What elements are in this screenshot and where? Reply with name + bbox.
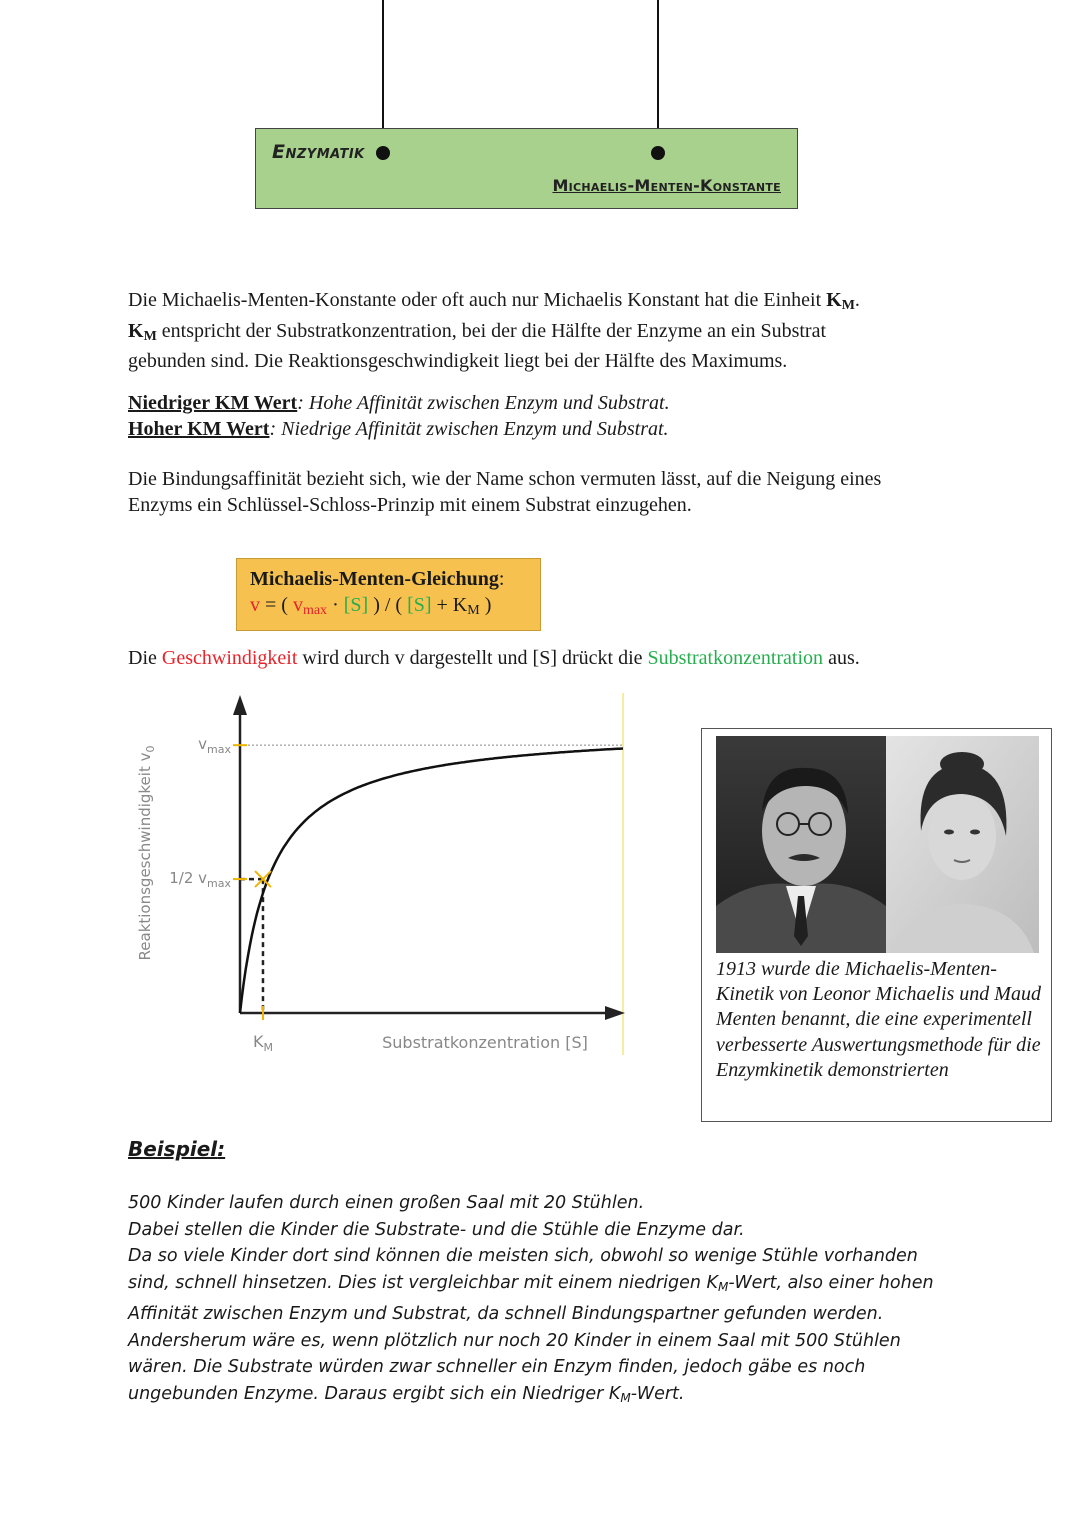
intro-paragraph: Die Michaelis-Menten-Konstante oder oft auch nur Michaelis Konstant hat die Einheit $K_M$. $K_M$ entspricht der Substratkonzentration, bei der die Hälfte der Enzyme an ein Substrat gebunden sind. Die Reaktionsgeschwindigkeit liegt bei der Hälfte des Maximums. — [128, 289, 860, 372]
high-km-label: Hoher KM Wert — [128, 417, 270, 440]
historical-photo-box — [701, 728, 1052, 1122]
formula-title: Michaelis-Menten-Gleichung: — [250, 568, 505, 590]
ytick-vmax: $v_{max}$ — [198, 735, 231, 757]
connector-dot-left — [376, 146, 390, 160]
km-symbol: $K_M$ — [128, 319, 157, 344]
topic-header — [255, 128, 798, 209]
y-axis-arrow — [233, 695, 247, 715]
ytick-half-vmax: 1/2 $v_{max}$ — [169, 869, 231, 891]
formula-box — [236, 558, 541, 631]
woman-hair-bun — [940, 752, 984, 776]
portrait-photo — [716, 736, 1039, 953]
topic-title: Enzymatik — [272, 141, 365, 163]
substrate-word: Substratkonzentration — [647, 647, 824, 669]
subtopic-title: Michaelis-Menten-Konstante — [552, 176, 781, 195]
woman-eye-right — [970, 830, 980, 835]
low-km-label: Niedriger KM Wert — [128, 392, 298, 414]
xtick-km: $K_M$ — [252, 1032, 273, 1054]
x-axis-label: Substratkonzentration [S] — [382, 1033, 588, 1052]
variables-sentence: Die Geschwindigkeit wird durch v dargestellt und [S] drückt die Substratkonzentration aus. — [128, 647, 860, 669]
km-values — [128, 391, 958, 442]
michaelis-menten-chart — [125, 693, 630, 1063]
connector-dot-right — [651, 146, 665, 160]
woman-eye-left — [944, 830, 954, 835]
high-km-desc: : Niedrige Affinität zwischen Enzym und Substrat. — [269, 417, 669, 440]
example-text: 500 Kinder laufen durch einen großen Saal mit 20 Stühlen. Dabei stellen die Kinder die Substrate- und die Stühle die Enzyme dar. Da so viele Kinder dort sind können die meisten sich, obwohl so wenige Stühle vorhanden sind, schnell hinsetzen. Dies ist vergleichbar mit einem niedrigen KM-Wert, also einer hohen Affinität zwischen Enzym und Substrat, da schnell Bindungspartner gefunden werden. Andersherum wäre es, wenn plötzlich nur noch 20 Kinder in einem Saal mit 500 Stühlen wären. Die Substrate würden zwar schneller ein Enzym finden, jedoch gäbe es noch ungebunden Enzyme. Daraus ergibt sich ein Niedriger KM-Wert. — [128, 1193, 934, 1405]
y-axis-label: Reaktionsgeschwindigkeit $v_0$ — [136, 745, 157, 961]
woman-face — [928, 792, 996, 880]
km-unit: $K_M$ — [826, 289, 855, 313]
velocity-word: Geschwindigkeit — [161, 647, 298, 669]
photo-caption: 1913 wurde die Michaelis-Menten-Kinetik von Leonor Michaelis und Maud Menten benannt, die eine experimentell verbesserte Auswertungsmethode für die Enzymkinetik demonstrierten — [716, 958, 1041, 1081]
low-km-desc: : Hohe Affinität zwischen Enzym und Substrat. — [297, 392, 670, 414]
example-heading: Beispiel: — [128, 1137, 226, 1161]
mm-curve — [240, 749, 623, 1014]
formula-equation: v = ( $v_{max} \cdot [S]$ ) / ( $[S] + K_M$ ) — [250, 594, 492, 618]
affinity-paragraph: Die Bindungsaffinität bezieht sich, wie der Name schon vermuten lässt, auf die Neigung eines Enzyms ein Schlüssel-Schloss-Prinzip mit einem Substrat einzugehen. — [128, 468, 882, 516]
